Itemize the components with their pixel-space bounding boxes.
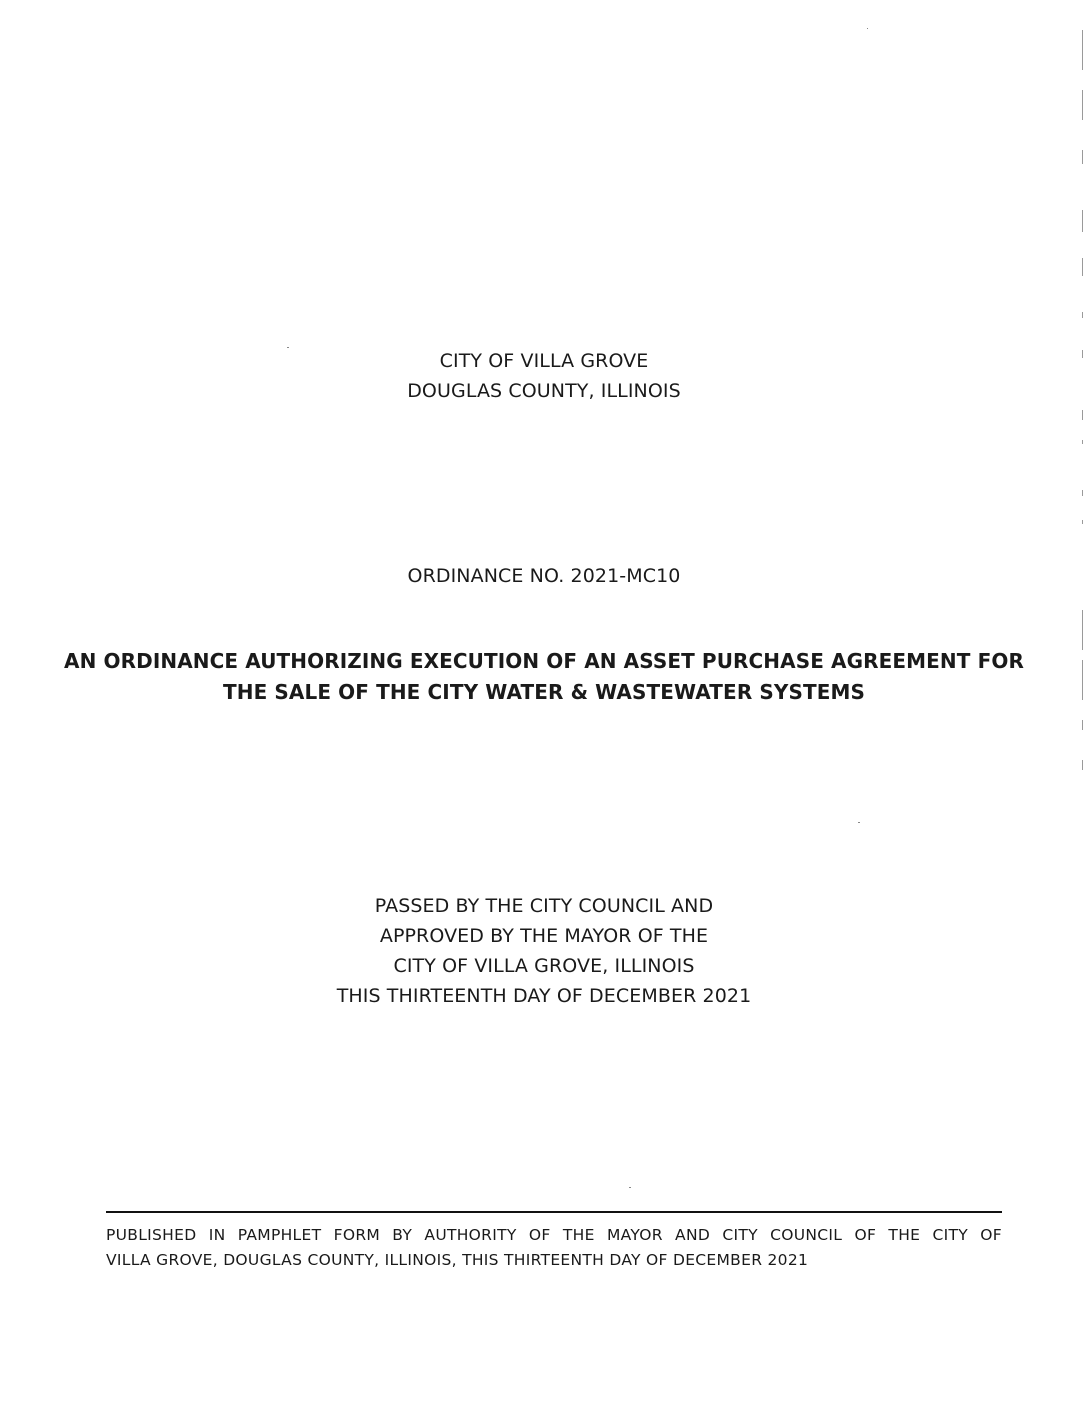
city-name: CITY OF VILLA GROVE <box>439 350 649 372</box>
county-state: DOUGLAS COUNTY, ILLINOIS <box>407 380 681 402</box>
footer-line-2: VILLA GROVE, DOUGLAS COUNTY, ILLINOIS, THIS THIRTEENTH DAY OF DECEMBER 2021 <box>106 1251 809 1269</box>
passage-line-2: APPROVED BY THE MAYOR OF THE <box>379 925 709 947</box>
passage-line-4: THIS THIRTEENTH DAY OF DECEMBER 2021 <box>336 985 752 1007</box>
publication-footer <box>106 1223 1002 1273</box>
passage-line-3: CITY OF VILLA GROVE, ILLINOIS <box>393 955 695 977</box>
title-line-1: AN ORDINANCE AUTHORIZING EXECUTION OF AN ASSET PURCHASE AGREEMENT FOR <box>64 649 1024 673</box>
ordinance-number: ORDINANCE NO. 2021-MC10 <box>407 565 681 587</box>
scan-speck <box>858 822 860 823</box>
ordinance-title <box>0 646 1088 708</box>
ordinance-number-block <box>0 561 1088 591</box>
municipality-header <box>0 346 1088 406</box>
scan-speck <box>867 28 868 29</box>
passage-line-1: PASSED BY THE CITY COUNCIL AND <box>374 895 714 917</box>
scan-speck <box>629 1187 631 1188</box>
footer-line-1: PUBLISHED IN PAMPHLET FORM BY AUTHORITY OF THE MAYOR AND CITY COUNCIL OF THE CITY OF <box>106 1226 1002 1244</box>
passage-statement <box>0 891 1088 1011</box>
footer-divider <box>106 1211 1002 1213</box>
title-line-2: THE SALE OF THE CITY WATER & WASTEWATER SYSTEMS <box>223 680 865 704</box>
